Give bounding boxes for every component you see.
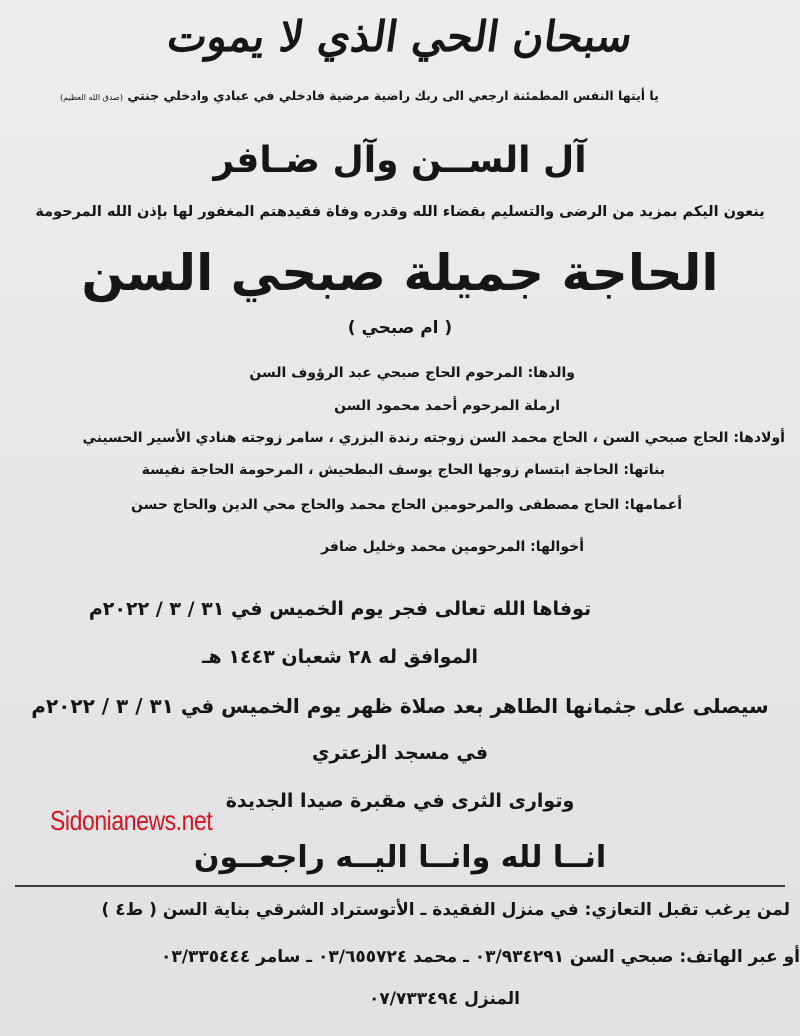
deceased-nickname: ( ام صبحي ) — [347, 318, 453, 338]
header-calligraphy: سبحان الحي الذي لا يموت — [164, 12, 636, 61]
relatives-paternal-uncles: أعمامها: الحاج مصطفى والمرحومين الحاج محمد والحاج محي الدين والحاج حسن — [130, 497, 682, 513]
condolence-location: لمن يرغب تقبل التعازي: في منزل الفقيدة ـ الأتوستراد الشرقي بناية السن ( ط٤ ) — [101, 900, 790, 920]
condolence-phones: أو عبر الهاتف: صبحي السن ٠٣/٩٣٤٢٩١ ـ محمد ٠٣/٦٥٥٧٢٤ ـ سامر ٠٣/٣٣٥٤٤٤ — [161, 947, 800, 967]
relatives-widow-of: ارملة المرحوم أحمد محمود السن — [334, 398, 560, 414]
burial-place: وتوارى الثرى في مقبرة صيدا الجديدة — [225, 790, 575, 812]
verse-source: (صدق الله العظيم) — [60, 93, 123, 102]
hijri-date: الموافق له ٢٨ شعبان ١٤٤٣ هـ — [202, 646, 478, 668]
relatives-maternal-uncles: أخوالها: المرحومين محمد وخليل ضافر — [321, 539, 584, 555]
relatives-daughters: بناتها: الحاجة ابتسام زوجها الحاج يوسف البطحيش ، المرحومة الحاجة نفيسة — [141, 462, 665, 478]
verse-text: يا أيتها النفس المطمئنة ارجعي الى ربك راضية مرضية فادخلي في عبادي وادخلي جنتي — [127, 88, 659, 103]
section-divider — [15, 885, 785, 887]
site-watermark: Sidonianews.net — [50, 805, 213, 836]
mosque-name: في مسجد الزعتري — [311, 742, 489, 764]
closing-phrase: انــا لله وانــا اليــه راجعــون — [193, 840, 607, 875]
condolence-home-phone: المنزل ٠٧/٧٣٣٤٩٤ — [368, 989, 520, 1009]
relatives-father: والدها: المرحوم الحاج صبحي عبد الرؤوف السن — [249, 365, 575, 381]
death-date: توفاها الله تعالى فجر يوم الخميس في ٣١ / ٣ / ٢٠٢٢م — [88, 598, 592, 620]
relatives-sons: أولادها: الحاج صبحي السن ، الحاج محمد السن زوجته رندة البزري ، سامر زوجته هنادي الأسير الحسيني — [82, 430, 785, 446]
family-names: آل الســن وآل ضـافر — [213, 140, 587, 181]
funeral-prayer: سيصلى على جثمانها الطاهر بعد صلاة ظهر يوم الخميس في ٣١ / ٣ / ٢٠٢٢م — [31, 694, 769, 718]
announcement-text: ينعون اليكم بمزيد من الرضى والتسليم بقضاء الله وقدره وفاة فقيدهتم المغفور لها بإذن الله المرحومة — [35, 204, 765, 220]
deceased-name: الحاجة جميلة صبحي السن — [81, 244, 719, 302]
quran-verse — [60, 88, 740, 103]
